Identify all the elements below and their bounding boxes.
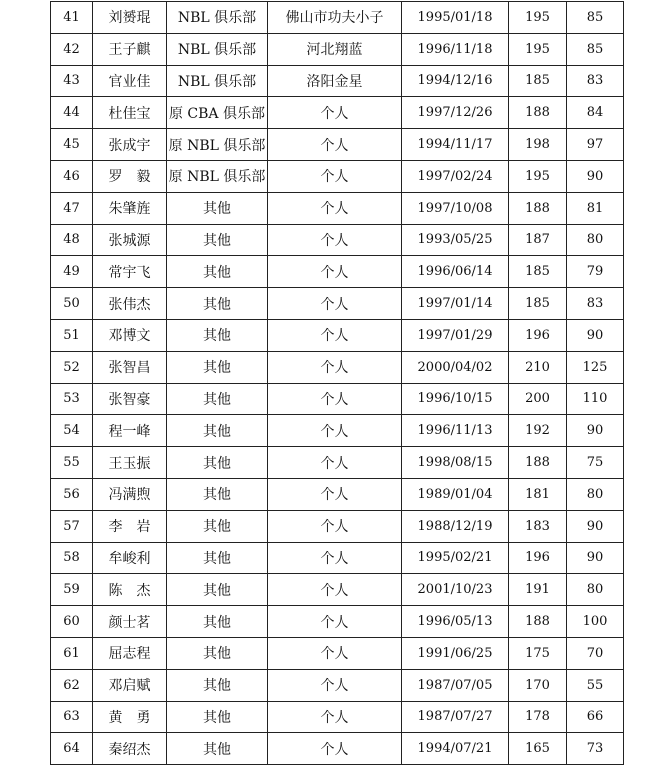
- weight-cell: 110: [567, 383, 624, 415]
- height-cell: 196: [509, 542, 567, 574]
- height-cell: 210: [509, 351, 567, 383]
- birth-date-cell: 1996/10/15: [402, 383, 509, 415]
- weight-cell: 85: [567, 33, 624, 65]
- club-type-cell: 其他: [167, 351, 268, 383]
- weight-cell: 80: [567, 478, 624, 510]
- team-cell: 个人: [268, 701, 402, 733]
- team-cell: 河北翔蓝: [268, 33, 402, 65]
- birth-date-cell: 1997/12/26: [402, 97, 509, 129]
- birth-date-cell: 1995/02/21: [402, 542, 509, 574]
- height-cell: 185: [509, 256, 567, 288]
- team-cell: 个人: [268, 192, 402, 224]
- player-name-cell: 牟峻利: [93, 542, 167, 574]
- weight-cell: 73: [567, 733, 624, 765]
- row-number-cell: 61: [51, 637, 93, 669]
- birth-date-cell: 1989/01/04: [402, 478, 509, 510]
- row-number-cell: 57: [51, 510, 93, 542]
- table-row: [51, 510, 624, 542]
- table-row: [51, 383, 624, 415]
- weight-cell: 90: [567, 542, 624, 574]
- weight-cell: 85: [567, 2, 624, 34]
- table-row: [51, 33, 624, 65]
- club-type-cell: 其他: [167, 510, 268, 542]
- birth-date-cell: 1987/07/05: [402, 669, 509, 701]
- club-type-cell: 其他: [167, 542, 268, 574]
- height-cell: 192: [509, 415, 567, 447]
- birth-date-cell: 1991/06/25: [402, 637, 509, 669]
- table-row: [51, 351, 624, 383]
- player-name-cell: 张成宇: [93, 129, 167, 161]
- club-type-cell: 其他: [167, 415, 268, 447]
- height-cell: 195: [509, 160, 567, 192]
- team-cell: 个人: [268, 97, 402, 129]
- birth-date-cell: 1997/02/24: [402, 160, 509, 192]
- table-row: [51, 224, 624, 256]
- birth-date-cell: 1996/11/18: [402, 33, 509, 65]
- table-row: [51, 256, 624, 288]
- table-row: [51, 129, 624, 161]
- weight-cell: 97: [567, 129, 624, 161]
- player-name-cell: 罗 毅: [93, 160, 167, 192]
- birth-date-cell: 1994/11/17: [402, 129, 509, 161]
- row-number-cell: 45: [51, 129, 93, 161]
- player-name-cell: 王玉振: [93, 447, 167, 479]
- team-cell: 个人: [268, 447, 402, 479]
- team-cell: 个人: [268, 574, 402, 606]
- height-cell: 191: [509, 574, 567, 606]
- row-number-cell: 64: [51, 733, 93, 765]
- weight-cell: 83: [567, 288, 624, 320]
- height-cell: 195: [509, 33, 567, 65]
- team-cell: 洛阳金星: [268, 65, 402, 97]
- player-name-cell: 张智昌: [93, 351, 167, 383]
- table-row: [51, 733, 624, 765]
- table-row: [51, 288, 624, 320]
- birth-date-cell: 1997/01/29: [402, 319, 509, 351]
- player-name-cell: 常宇飞: [93, 256, 167, 288]
- row-number-cell: 58: [51, 542, 93, 574]
- height-cell: 195: [509, 2, 567, 34]
- weight-cell: 100: [567, 606, 624, 638]
- height-cell: 178: [509, 701, 567, 733]
- weight-cell: 90: [567, 319, 624, 351]
- row-number-cell: 43: [51, 65, 93, 97]
- player-name-cell: 李 岩: [93, 510, 167, 542]
- height-cell: 181: [509, 478, 567, 510]
- height-cell: 175: [509, 637, 567, 669]
- table-row: [51, 160, 624, 192]
- club-type-cell: 其他: [167, 383, 268, 415]
- club-type-cell: 原 NBL 俱乐部: [167, 129, 268, 161]
- player-roster-table: [50, 1, 624, 765]
- row-number-cell: 53: [51, 383, 93, 415]
- player-name-cell: 黄 勇: [93, 701, 167, 733]
- player-name-cell: 邓博文: [93, 319, 167, 351]
- table-row: [51, 2, 624, 34]
- birth-date-cell: 1995/01/18: [402, 2, 509, 34]
- club-type-cell: 其他: [167, 733, 268, 765]
- row-number-cell: 46: [51, 160, 93, 192]
- player-name-cell: 王子麒: [93, 33, 167, 65]
- weight-cell: 125: [567, 351, 624, 383]
- row-number-cell: 47: [51, 192, 93, 224]
- team-cell: 个人: [268, 160, 402, 192]
- team-cell: 个人: [268, 669, 402, 701]
- height-cell: 185: [509, 65, 567, 97]
- club-type-cell: 其他: [167, 606, 268, 638]
- weight-cell: 81: [567, 192, 624, 224]
- weight-cell: 79: [567, 256, 624, 288]
- row-number-cell: 41: [51, 2, 93, 34]
- birth-date-cell: 1996/05/13: [402, 606, 509, 638]
- club-type-cell: 其他: [167, 288, 268, 320]
- club-type-cell: 原 CBA 俱乐部: [167, 97, 268, 129]
- height-cell: 200: [509, 383, 567, 415]
- weight-cell: 75: [567, 447, 624, 479]
- club-type-cell: NBL 俱乐部: [167, 2, 268, 34]
- height-cell: 196: [509, 319, 567, 351]
- team-cell: 个人: [268, 637, 402, 669]
- height-cell: 188: [509, 447, 567, 479]
- club-type-cell: 其他: [167, 701, 268, 733]
- row-number-cell: 62: [51, 669, 93, 701]
- row-number-cell: 44: [51, 97, 93, 129]
- birth-date-cell: 1997/01/14: [402, 288, 509, 320]
- height-cell: 188: [509, 97, 567, 129]
- player-name-cell: 秦绍杰: [93, 733, 167, 765]
- team-cell: 个人: [268, 478, 402, 510]
- player-name-cell: 张伟杰: [93, 288, 167, 320]
- table-row: [51, 574, 624, 606]
- height-cell: 188: [509, 192, 567, 224]
- team-cell: 个人: [268, 129, 402, 161]
- birth-date-cell: 1987/07/27: [402, 701, 509, 733]
- table-row: [51, 478, 624, 510]
- team-cell: 个人: [268, 288, 402, 320]
- row-number-cell: 42: [51, 33, 93, 65]
- birth-date-cell: 1994/12/16: [402, 65, 509, 97]
- table-row: [51, 637, 624, 669]
- club-type-cell: 其他: [167, 637, 268, 669]
- team-cell: 个人: [268, 510, 402, 542]
- player-name-cell: 冯满煦: [93, 478, 167, 510]
- club-type-cell: 其他: [167, 256, 268, 288]
- birth-date-cell: 1988/12/19: [402, 510, 509, 542]
- team-cell: 个人: [268, 383, 402, 415]
- row-number-cell: 63: [51, 701, 93, 733]
- team-cell: 个人: [268, 733, 402, 765]
- height-cell: 188: [509, 606, 567, 638]
- row-number-cell: 51: [51, 319, 93, 351]
- table-row: [51, 542, 624, 574]
- weight-cell: 80: [567, 224, 624, 256]
- birth-date-cell: 2001/10/23: [402, 574, 509, 606]
- player-name-cell: 陈 杰: [93, 574, 167, 606]
- row-number-cell: 52: [51, 351, 93, 383]
- height-cell: 185: [509, 288, 567, 320]
- table-row: [51, 701, 624, 733]
- weight-cell: 90: [567, 510, 624, 542]
- club-type-cell: 其他: [167, 319, 268, 351]
- row-number-cell: 59: [51, 574, 93, 606]
- height-cell: 198: [509, 129, 567, 161]
- table-body: [51, 2, 624, 765]
- team-cell: 个人: [268, 606, 402, 638]
- weight-cell: 90: [567, 415, 624, 447]
- birth-date-cell: 1994/07/21: [402, 733, 509, 765]
- club-type-cell: NBL 俱乐部: [167, 65, 268, 97]
- team-cell: 佛山市功夫小子: [268, 2, 402, 34]
- birth-date-cell: 1996/11/13: [402, 415, 509, 447]
- table-row: [51, 447, 624, 479]
- row-number-cell: 56: [51, 478, 93, 510]
- table-row: [51, 319, 624, 351]
- weight-cell: 90: [567, 160, 624, 192]
- club-type-cell: NBL 俱乐部: [167, 33, 268, 65]
- weight-cell: 84: [567, 97, 624, 129]
- club-type-cell: 其他: [167, 192, 268, 224]
- club-type-cell: 其他: [167, 224, 268, 256]
- club-type-cell: 其他: [167, 669, 268, 701]
- table-row: [51, 97, 624, 129]
- table-row: [51, 65, 624, 97]
- row-number-cell: 48: [51, 224, 93, 256]
- birth-date-cell: 2000/04/02: [402, 351, 509, 383]
- row-number-cell: 49: [51, 256, 93, 288]
- height-cell: 183: [509, 510, 567, 542]
- team-cell: 个人: [268, 351, 402, 383]
- team-cell: 个人: [268, 319, 402, 351]
- height-cell: 187: [509, 224, 567, 256]
- player-name-cell: 程一峰: [93, 415, 167, 447]
- team-cell: 个人: [268, 542, 402, 574]
- player-name-cell: 刘赟琨: [93, 2, 167, 34]
- team-cell: 个人: [268, 415, 402, 447]
- player-name-cell: 颜士茗: [93, 606, 167, 638]
- row-number-cell: 54: [51, 415, 93, 447]
- row-number-cell: 50: [51, 288, 93, 320]
- weight-cell: 66: [567, 701, 624, 733]
- height-cell: 170: [509, 669, 567, 701]
- table-row: [51, 192, 624, 224]
- player-name-cell: 屈志程: [93, 637, 167, 669]
- table-row: [51, 415, 624, 447]
- team-cell: 个人: [268, 224, 402, 256]
- birth-date-cell: 1997/10/08: [402, 192, 509, 224]
- birth-date-cell: 1993/05/25: [402, 224, 509, 256]
- row-number-cell: 60: [51, 606, 93, 638]
- club-type-cell: 其他: [167, 447, 268, 479]
- club-type-cell: 原 NBL 俱乐部: [167, 160, 268, 192]
- player-name-cell: 杜佳宝: [93, 97, 167, 129]
- birth-date-cell: 1998/08/15: [402, 447, 509, 479]
- club-type-cell: 其他: [167, 574, 268, 606]
- weight-cell: 55: [567, 669, 624, 701]
- player-name-cell: 张智豪: [93, 383, 167, 415]
- player-name-cell: 官业佳: [93, 65, 167, 97]
- weight-cell: 83: [567, 65, 624, 97]
- team-cell: 个人: [268, 256, 402, 288]
- table-row: [51, 606, 624, 638]
- player-name-cell: 张城源: [93, 224, 167, 256]
- player-name-cell: 朱肇旌: [93, 192, 167, 224]
- player-name-cell: 邓启赋: [93, 669, 167, 701]
- weight-cell: 80: [567, 574, 624, 606]
- weight-cell: 70: [567, 637, 624, 669]
- height-cell: 165: [509, 733, 567, 765]
- row-number-cell: 55: [51, 447, 93, 479]
- table-row: [51, 669, 624, 701]
- birth-date-cell: 1996/06/14: [402, 256, 509, 288]
- club-type-cell: 其他: [167, 478, 268, 510]
